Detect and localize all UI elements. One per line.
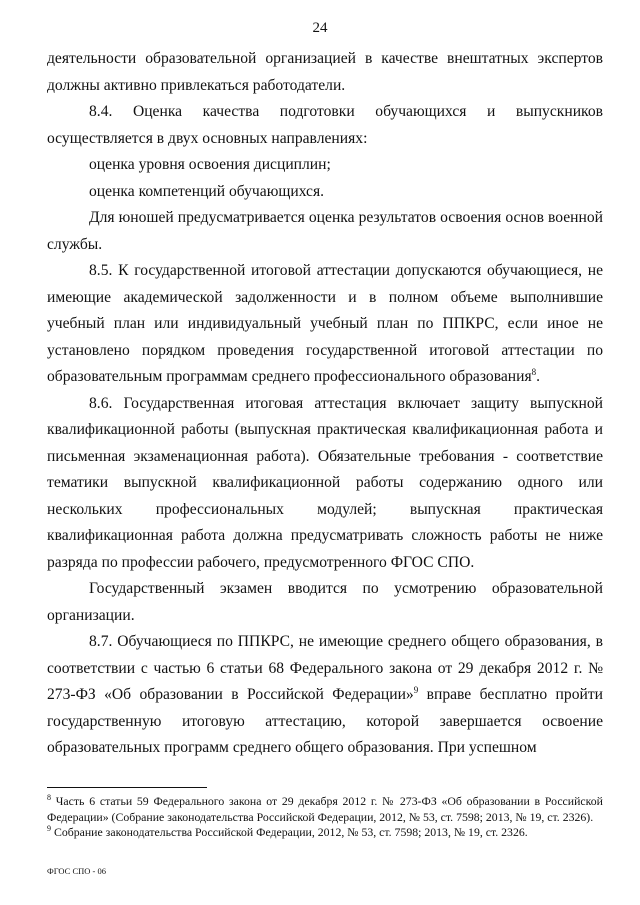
paragraph-8-7-cont: вправе бесплатно пройти государственную итоговую аттестацию, которой завершается освоение образовательных программ среднего общего образования. При успешном — [47, 686, 604, 756]
paragraph-8-4: 8.4. Оценка качества подготовки обучающихся и выпускников осуществляется в двух основных направлениях: — [47, 103, 603, 147]
footnote-separator — [47, 787, 207, 788]
footnote-8 — [47, 794, 603, 825]
paragraph-8-7 — [47, 629, 603, 762]
paragraph-exam: Государственный экзамен вводится по усмотрению образовательной организации. — [47, 580, 603, 624]
footnote-ref-9: 9 — [413, 684, 419, 695]
document-footer-code: ФГОС СПО - 06 — [47, 866, 106, 876]
footnote-9 — [47, 825, 603, 841]
paragraph-8-6: 8.6. Государственная итоговая аттестация включает защиту выпускной квалификационной работы (выпускная практическая квалификационная работа и письменная экзаменационная работа). Обязательные требования - соответствие тематики выпускной квалификационной работы содержанию одного или нескольких профессиональных модулей; выпускная практическая квалификационная работа должна предусматривать сложность работы не ниже разряда по профессии рабочего, предусмотренного ФГОС СПО. — [47, 394, 603, 571]
paragraph-8-5-end: . — [536, 368, 541, 385]
paragraph-8-5 — [47, 258, 603, 391]
footnote-mark-9: 9 — [47, 824, 51, 834]
footnote-mark-8: 8 — [47, 793, 51, 803]
page-number: 24 — [312, 20, 328, 36]
paragraph-continuation: деятельности образовательной организацией в качестве внештатных экспертов должны активно привлекаться работодатели. — [47, 50, 603, 94]
list-item-competencies: оценка компетенций обучающихся. — [89, 182, 325, 200]
footnotes — [47, 794, 603, 841]
body-text — [47, 46, 603, 762]
footnote-8-text: Часть 6 статьи 59 Федерального закона от 29 декабря 2012 г. № 273-ФЗ «Об образовании в Российской Федерации» (Собрание законодательства Российской Федерации, 2012, № 53, ст. 7598; 2013, № 19, ст. 2326). — [47, 794, 603, 824]
list-item-disciplines: оценка уровня освоения дисциплин; — [89, 156, 331, 173]
paragraph-8-7-text: 8.7. Обучающиеся по ППКРС, не имеющие среднего общего образования, в соответствии с частью 6 статьи 68 Федерального закона от 29 декабря 2012 г. № 273-ФЗ «Об образовании в Российской Федерации» — [47, 633, 603, 703]
paragraph-military: Для юношей предусматривается оценка результатов освоения основ военной службы. — [47, 209, 603, 253]
footnote-9-text: Собрание законодательства Российской Федерации, 2012, № 53, ст. 7598; 2013, № 19, ст. 2326. — [53, 825, 528, 840]
paragraph-8-5-text: 8.5. К государственной итоговой аттестации допускаются обучающиеся, не имеющие академической задолженности и в полном объеме выполнившие учебный план или индивидуальный учебный план по ППКРС, если иное не установлено порядком проведения государственной итоговой аттестации по образовательным программам среднего профессионального образования — [47, 262, 603, 385]
footnote-ref-8: 8 — [531, 366, 537, 377]
